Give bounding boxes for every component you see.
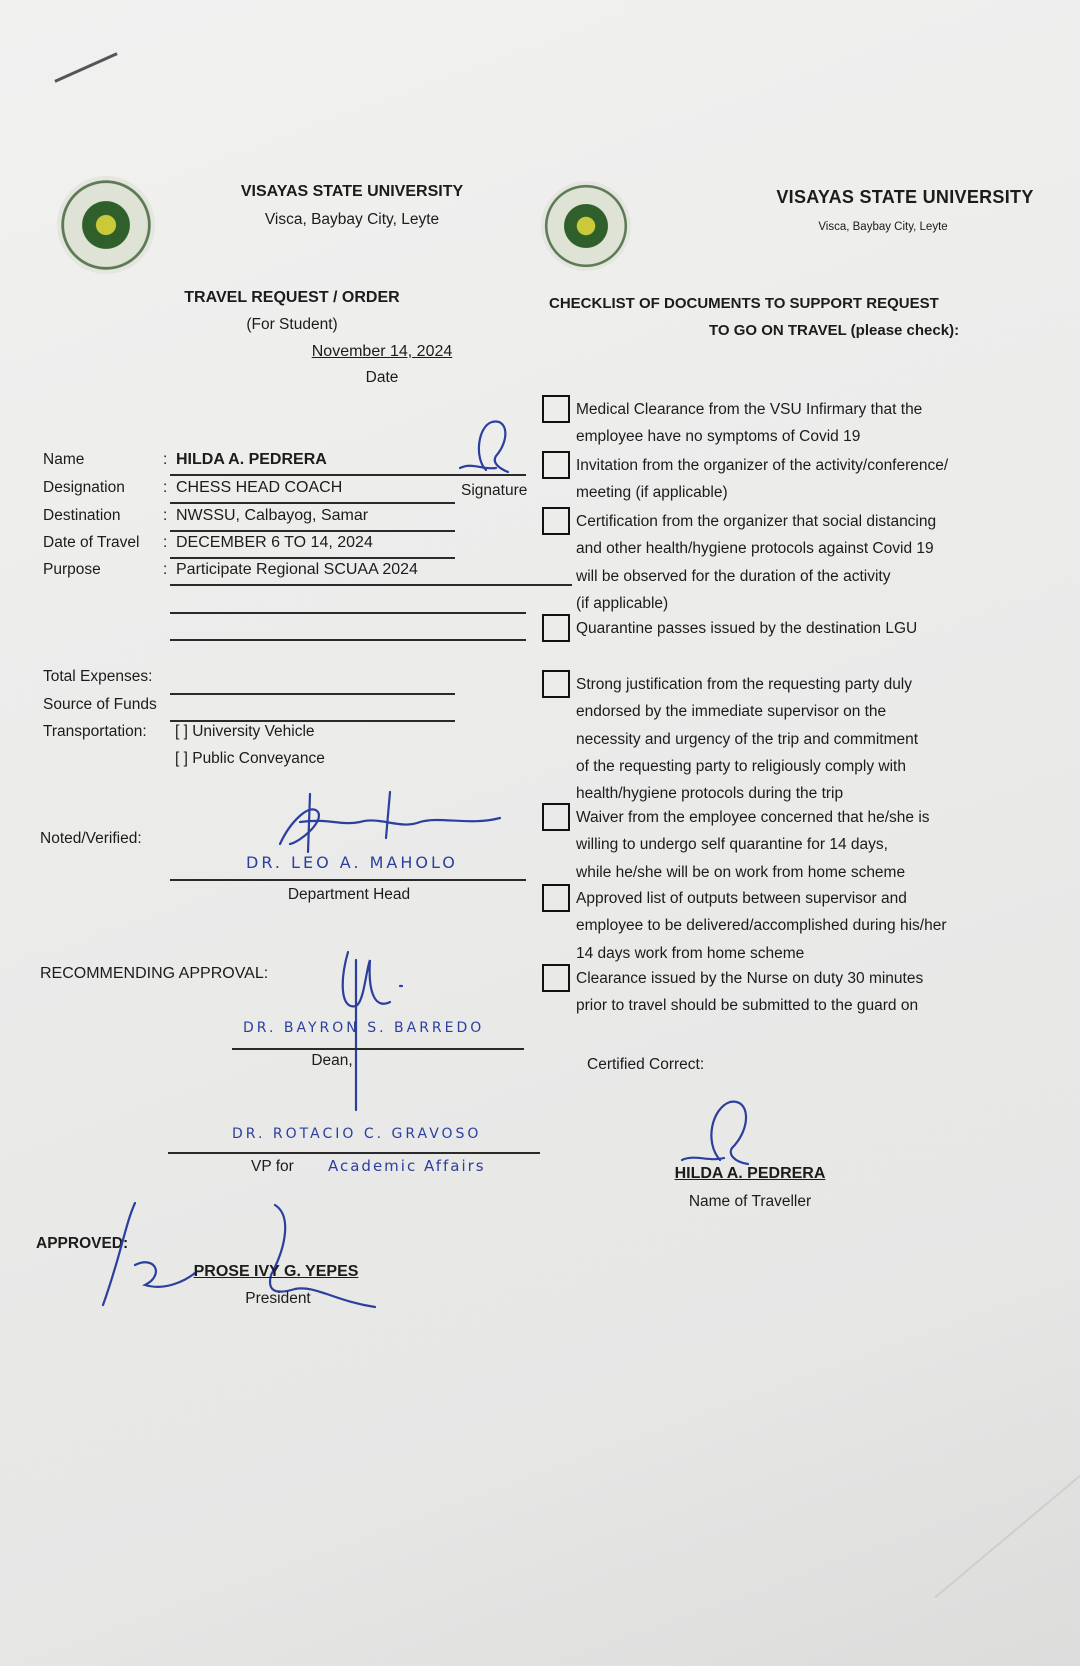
certified-correct-label: Certified Correct: (587, 1056, 705, 1073)
dept-head-signature (270, 782, 510, 862)
checklist-item-text: Quarantine passes issued by the destination LGU (576, 620, 918, 637)
date-label: Date (365, 369, 399, 386)
page-fold (934, 1404, 1080, 1598)
signature-label: Signature (461, 482, 528, 499)
university-seal-right (541, 181, 631, 271)
checklist-item-text: Certification from the organizer that social distancing (576, 513, 937, 530)
vp-title-prefix: VP for (251, 1158, 294, 1175)
checklist-item-text: meeting (if applicable) (576, 484, 728, 502)
checklist-item-text: (if applicable) (576, 594, 669, 612)
field-value-name: HILDA A. PEDRERA (176, 451, 327, 468)
president-name: PROSE IVY G. YEPES (193, 1263, 359, 1280)
vp-name: DR. ROTACIO C. GRAVOSO (232, 1126, 482, 1142)
checklist-item-text: prior to travel should be submitted to the guard on (576, 997, 919, 1015)
university-seal-left (57, 176, 155, 274)
university-address-right: Visca, Baybay City, Leyte (818, 221, 948, 233)
university-name-left: VISAYAS STATE UNIVERSITY (240, 183, 464, 200)
field-label-date-of-travel: Date of Travel (43, 534, 140, 551)
checklist-item-text: necessity and urgency of the trip and commitment (576, 730, 919, 748)
form-subtitle: (For Student) (246, 316, 338, 333)
checklist-checkbox[interactable] (542, 670, 570, 698)
field-label-destination: Destination (43, 507, 121, 524)
traveller-signature-bottom (680, 1098, 780, 1170)
transportation-label: Transportation: (43, 723, 147, 740)
checklist-title-line2: TO GO ON TRAVEL (please check): (709, 322, 960, 339)
president-title: President (245, 1290, 311, 1307)
checklist-item-text: endorsed by the immediate supervisor on the (576, 703, 887, 721)
field-label-purpose: Purpose (43, 561, 101, 578)
approved-label: APPROVED: (36, 1235, 129, 1252)
traveller-signature-top (452, 418, 522, 478)
checklist-item-text: of the requesting party to religiously comply with (576, 757, 906, 775)
traveller-name: HILDA A. PEDRERA (674, 1165, 826, 1182)
checklist-title-line1: CHECKLIST OF DOCUMENTS TO SUPPORT REQUEST (549, 295, 939, 312)
field-label-name: Name (43, 451, 85, 468)
field-value-designation: CHESS HEAD COACH (176, 479, 343, 496)
dean-name: DR. BAYRON S. BARREDO (243, 1020, 485, 1036)
university-name-right: VISAYAS STATE UNIVERSITY (776, 187, 1034, 207)
checklist-checkbox[interactable] (542, 614, 570, 642)
president-signature (95, 1195, 385, 1315)
checklist-item-text: Strong justification from the requesting party duly (576, 676, 913, 693)
staple-mark (54, 52, 117, 82)
checklist-item-text: willing to undergo self quarantine for 14 days, (576, 836, 888, 854)
dept-head-name: DR. LEO A. MAHOLO (246, 853, 458, 872)
checklist-checkbox[interactable] (542, 964, 570, 992)
checklist-item-text: employee to be delivered/accomplished during his/her (576, 917, 947, 935)
form-title: TRAVEL REQUEST / ORDER (184, 289, 400, 306)
field-value-date-of-travel: DECEMBER 6 TO 14, 2024 (176, 534, 373, 551)
dept-head-title: Department Head (287, 886, 411, 903)
university-address-left: Visca, Baybay City, Leyte (264, 211, 440, 228)
checklist-item-text: health/hygiene protocols during the trip (576, 785, 844, 803)
date-value: November 14, 2024 (311, 343, 453, 360)
noted-verified-label: Noted/Verified: (40, 830, 142, 847)
checklist-checkbox[interactable] (542, 803, 570, 831)
option-public-conveyance[interactable]: [ ] Public Conveyance (175, 750, 325, 767)
checklist-item-text: Waiver from the employee concerned that he/she is (576, 809, 930, 826)
field-value-purpose: Participate Regional SCUAA 2024 (176, 561, 418, 578)
vp-title-handwritten: Academic Affairs (328, 1157, 486, 1175)
checklist-checkbox[interactable] (542, 507, 570, 535)
dean-title: Dean, (311, 1052, 353, 1069)
checklist-item-text: Invitation from the organizer of the activity/conference/ (576, 457, 949, 474)
checklist-item-text: Approved list of outputs between supervisor and (576, 890, 907, 907)
field-value-destination: NWSSU, Calbayog, Samar (176, 507, 369, 524)
checklist-checkbox[interactable] (542, 884, 570, 912)
checklist-item-text: and other health/hygiene protocols against Covid 19 (576, 540, 934, 558)
option-university-vehicle[interactable]: [ ] University Vehicle (175, 723, 315, 740)
source-of-funds-label: Source of Funds (43, 696, 157, 713)
checklist-checkbox[interactable] (542, 395, 570, 423)
checklist-item-text: will be observed for the duration of the activity (576, 567, 891, 585)
checklist-item-text: 14 days work from home scheme (576, 944, 805, 962)
checklist-item-text: employee have no symptoms of Covid 19 (576, 428, 861, 446)
traveller-title: Name of Traveller (688, 1193, 812, 1210)
checklist-item-text: Medical Clearance from the VSU Infirmary that the (576, 401, 923, 418)
checklist-item-text: Clearance issued by the Nurse on duty 30 minutes (576, 970, 924, 987)
checklist-item-text: while he/she will be on work from home scheme (576, 863, 906, 881)
field-label-designation: Designation (43, 479, 125, 496)
checklist-checkbox[interactable] (542, 451, 570, 479)
recommending-approval-label: RECOMMENDING APPROVAL: (40, 965, 269, 982)
total-expenses-label: Total Expenses: (43, 668, 153, 685)
